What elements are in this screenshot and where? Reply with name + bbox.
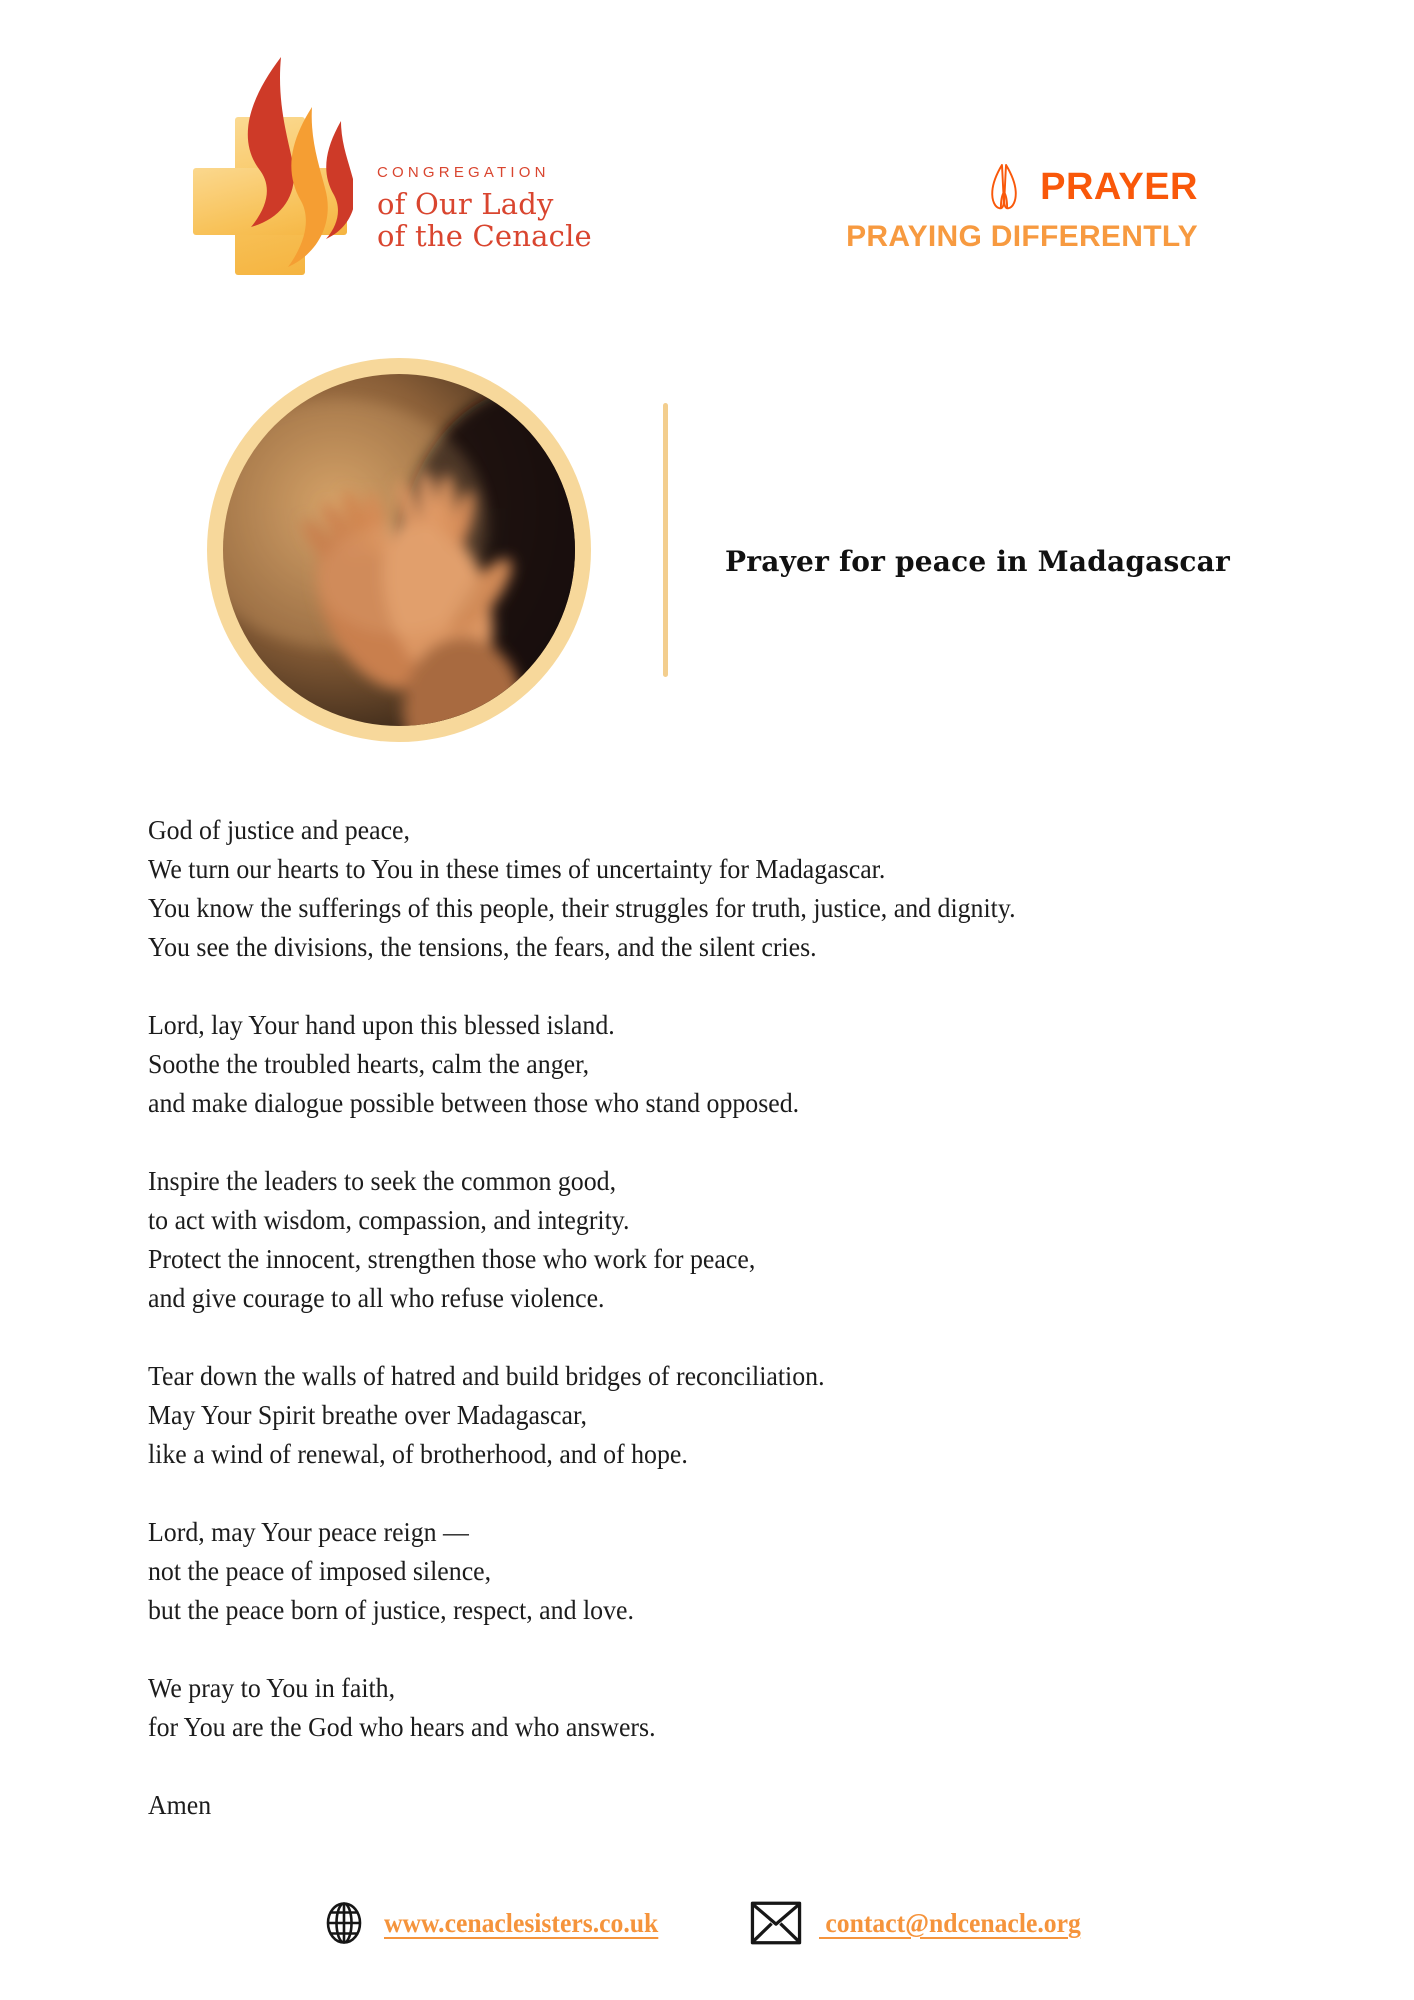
prayer-badge-row	[982, 162, 1198, 212]
prayer-line: Tear down the walls of hatred and build bridges of reconciliation.	[148, 1360, 825, 1391]
prayer-stanza	[148, 1512, 1267, 1629]
prayer-line: You know the sufferings of this people, their struggles for truth, justice, and dignity.	[148, 892, 1016, 923]
prayer-line: Lord, may Your peace reign —	[148, 1516, 469, 1547]
cross-flame-logo-icon	[193, 55, 353, 280]
prayer-line: for You are the God who hears and who answers.	[148, 1711, 656, 1742]
prayer-stanza	[148, 1668, 1267, 1746]
praying-hands-photo	[223, 374, 575, 726]
prayer-line: Protect the innocent, strengthen those who work for peace,	[148, 1243, 756, 1274]
prayer-heading: PRAYER	[1040, 165, 1198, 208]
praying-differently-heading: PRAYING DIFFERENTLY	[846, 220, 1198, 253]
logo-wordmark	[377, 164, 592, 252]
logo-line1: of Our Lady	[377, 187, 554, 221]
prayer-line: You see the divisions, the tensions, the fears, and the silent cries.	[148, 931, 817, 962]
prayer-line: to act with wisdom, compassion, and integrity.	[148, 1204, 630, 1235]
prayer-line: not the peace of imposed silence,	[148, 1555, 492, 1586]
prayer-line: and give courage to all who refuse violence.	[148, 1282, 605, 1313]
prayer-stanza	[148, 1161, 1267, 1317]
prayer-line: but the peace born of justice, respect, and love.	[148, 1594, 634, 1625]
prayer-line: We pray to You in faith,	[148, 1672, 396, 1703]
page-title: Prayer for peace in Madagascar	[725, 545, 1230, 578]
prayer-line: We turn our hearts to You in these times of uncertainty for Madagascar.	[148, 853, 886, 884]
logo-congregation-label: CONGREGATION	[377, 164, 550, 181]
praying-hands-icon	[982, 162, 1026, 212]
footer	[0, 1898, 1414, 1948]
email-link[interactable]: contact@ndcenacle.org	[818, 1907, 1081, 1938]
website-link[interactable]: www.cenaclesisters.co.uk	[383, 1907, 659, 1938]
praying-hands-photo-art	[223, 374, 575, 726]
globe-icon	[320, 1898, 368, 1948]
prayer-line: and make dialogue possible between those who stand opposed.	[148, 1087, 800, 1118]
prayer-stanzas	[148, 810, 1267, 1746]
prayer-line: May Your Spirit breathe over Madagascar,	[148, 1399, 588, 1430]
photo-ring	[207, 358, 591, 742]
prayer-line: like a wind of renewal, of brotherhood, and of hope.	[148, 1438, 688, 1469]
amen-line: Amen	[148, 1789, 212, 1820]
website-item	[320, 1898, 673, 1948]
prayer-line: Soothe the troubled hearts, calm the anger,	[148, 1048, 590, 1079]
prayer-stanza	[148, 810, 1267, 966]
prayer-stanza	[148, 1356, 1267, 1473]
prayer-line: Lord, lay Your hand upon this blessed island.	[148, 1009, 615, 1040]
prayer-badge	[846, 162, 1198, 254]
prayer-text	[148, 810, 1267, 1824]
flame-icon	[193, 55, 353, 285]
logo-line2: of the Cenacle	[377, 219, 592, 253]
congregation-logo	[193, 55, 592, 280]
email-item	[749, 1900, 1095, 1946]
prayer-line: God of justice and peace,	[148, 814, 410, 845]
vertical-divider	[663, 403, 668, 677]
prayer-stanza	[148, 1005, 1267, 1122]
envelope-icon	[749, 1900, 803, 1946]
prayer-line: Inspire the leaders to seek the common good,	[148, 1165, 617, 1196]
